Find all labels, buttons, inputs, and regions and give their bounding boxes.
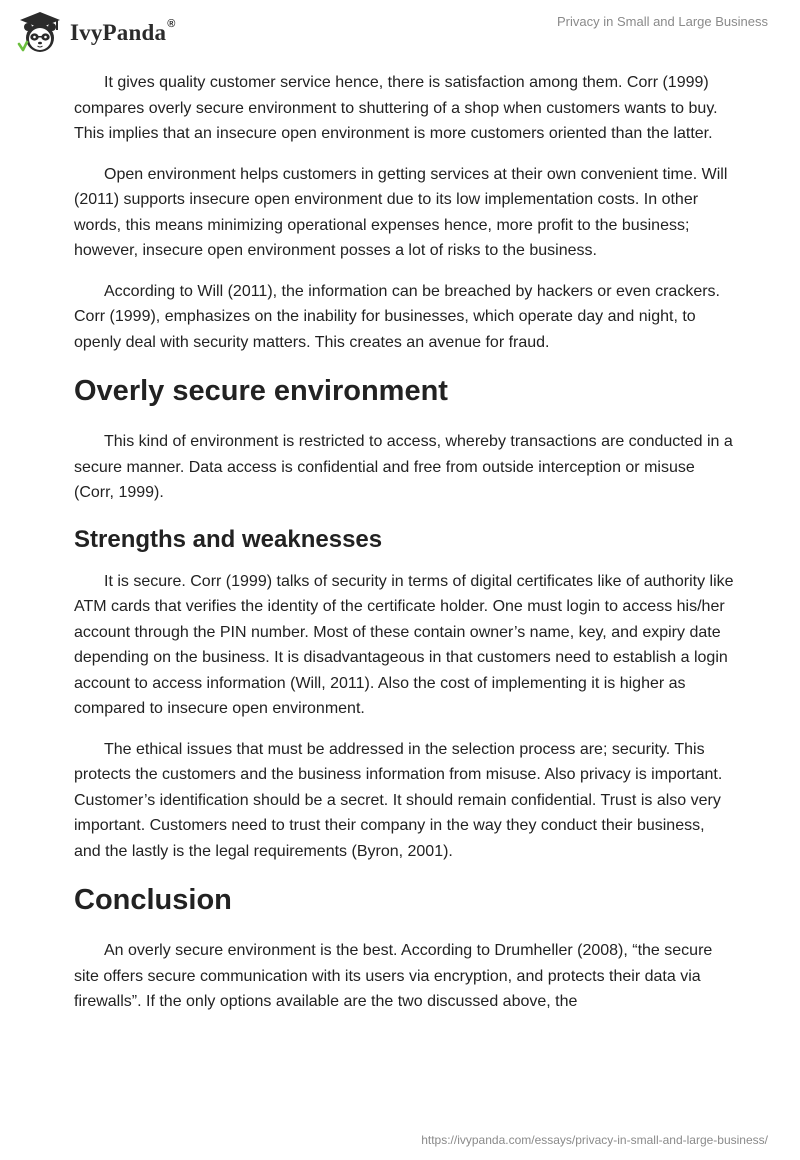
paragraph: An overly secure environment is the best. According to Drumheller (2008), “the secure site offers secure communication with its users via encryption, and protects their data via firewalls”. If the only options available are the two discussed above, the	[74, 942, 713, 1010]
paragraph: This kind of environment is restricted to access, whereby transactions are conducted in a secure manner. Data access is confidential and free from outside interception or misuse (Corr, 1999).	[74, 433, 733, 501]
essay-content	[74, 70, 734, 1030]
brand-name: IvyPanda®	[70, 18, 176, 45]
paragraph: According to Will (2011), the information can be breached by hackers or even crackers. Corr (1999), emphasizes on the inability for businesses, which operate day and night, to openly deal with security matters. This creates an avenue for fraud.	[74, 282, 720, 351]
panda-graduate-icon	[16, 8, 64, 56]
paragraph: The ethical issues that must be addressed in the selection process are; security. This protects the customers and the business information from misuse. Also privacy is important. Customer’s identification should be a secret. It should remain confidential. Trust is also very important. Customers need to trust their company in the way they conduct their business, and the lastly is the legal requirements (Byron, 2001).	[74, 740, 723, 860]
document-title: Privacy in Small and Large Business	[557, 14, 768, 29]
paragraph: It gives quality customer service hence, there is satisfaction among them. Corr (1999) compares overly secure environment to shuttering of a shop when customers wants to buy. This implies that an insecure open environment is more customers oriented than the latter.	[74, 74, 718, 142]
section-heading-overly-secure: Overly secure environment	[74, 375, 448, 407]
section-heading-conclusion: Conclusion	[74, 884, 232, 916]
registered-mark: ®	[167, 18, 176, 30]
source-url[interactable]: https://ivypanda.com/essays/privacy-in-small-and-large-business/	[421, 1133, 768, 1147]
subsection-heading-strengths: Strengths and weaknesses	[74, 525, 383, 553]
brand-logo[interactable]	[16, 8, 176, 56]
paragraph: Open environment helps customers in getting services at their own convenient time. Will (2011) supports insecure open environment due to its low implementation costs. In other words, this means minimizing operational expenses hence, more profit to the business; however, insecure open environment posses a lot of risks to the business.	[74, 165, 728, 259]
paragraph: It is secure. Corr (1999) talks of security in terms of digital certificates like of authority like ATM cards that verifies the identity of the certificate holder. One must login to access his/her account through the PIN number. Most of these contain owner’s name, key, and expiry date depending on the business. It is disadvantageous in that customers need to establish a login account to access information (Will, 2011). Also the cost of implementing it is higher as compared to insecure open environment.	[74, 572, 734, 717]
page-header	[0, 0, 800, 60]
